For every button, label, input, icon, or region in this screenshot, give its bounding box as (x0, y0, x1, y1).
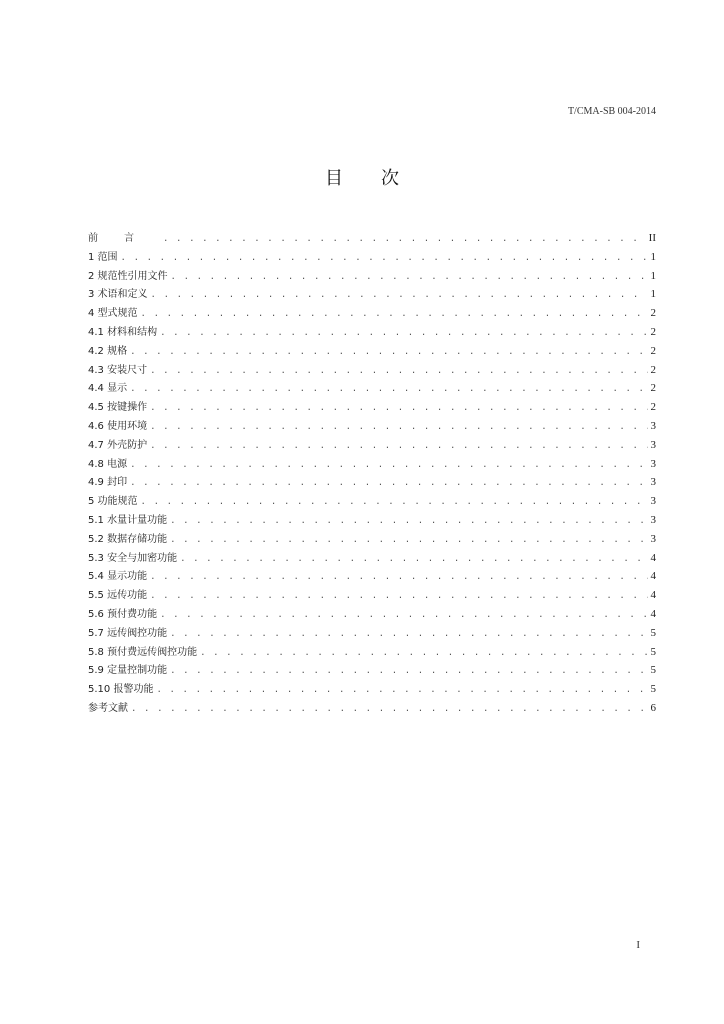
toc-entry-5-4[interactable] (88, 567, 656, 586)
toc-entry-5-8[interactable] (88, 643, 656, 662)
toc-leader-dots (180, 550, 647, 569)
toc-entry-4-1[interactable] (88, 323, 656, 342)
toc-entry-references[interactable] (88, 699, 656, 718)
toc-entry-label: 5.7 远传阀控功能 (88, 627, 168, 639)
page-number: I (636, 939, 640, 951)
toc-entry-label: 5.10 报警功能 (88, 684, 154, 696)
title-char-2: 次 (381, 168, 399, 189)
toc-entry-4-6[interactable] (88, 417, 656, 436)
toc-entry-label: 4.4 显示 (88, 383, 128, 395)
toc-entry-page: 5 (650, 645, 656, 658)
toc-leader-dots (151, 286, 648, 305)
toc-entry-label: 4.5 按键操作 (88, 402, 148, 414)
toc-leader-dots (171, 268, 648, 287)
toc-entry-label: 5.9 定量控制功能 (88, 665, 168, 677)
toc-entry-1[interactable] (88, 248, 656, 267)
toc-entry-label: 4.3 安装尺寸 (88, 364, 148, 376)
toc-entry-page: 2 (650, 401, 656, 414)
toc-entry-page: 2 (650, 344, 656, 357)
toc-entry-page: 5 (650, 626, 656, 639)
toc-entry-page: 3 (650, 438, 656, 451)
toc-leader-dots (156, 681, 647, 700)
toc-entry-label: 5.8 预付费远传阀控功能 (88, 646, 198, 658)
toc-leader-dots (141, 305, 648, 324)
toc-entry-label: 4.6 使用环境 (88, 420, 148, 432)
document-code: T/CMA-SB 004-2014 (567, 106, 656, 117)
toc-entry-page: 2 (650, 363, 656, 376)
toc-entry-5-1[interactable] (88, 511, 656, 530)
toc-entry-5-9[interactable] (88, 661, 656, 680)
toc-entry-label: 5.1 水量计量功能 (88, 514, 168, 526)
toc-entry-label: 5.6 预付费功能 (88, 608, 158, 620)
toc-entry-page: 4 (650, 589, 656, 602)
toc-entry-page: 2 (650, 382, 656, 395)
toc-entry-4-9[interactable] (88, 473, 656, 492)
toc-leader-dots (121, 249, 648, 268)
toc-entry-page: 3 (650, 532, 656, 545)
toc-entry-label: 4.7 外壳防护 (88, 439, 148, 451)
toc-entry-4-7[interactable] (88, 436, 656, 455)
toc-entry-label: 5.3 安全与加密功能 (88, 552, 178, 564)
toc-leader-dots (150, 568, 647, 587)
toc-entry-2[interactable] (88, 267, 656, 286)
toc-leader-dots (170, 531, 647, 550)
toc-leader-dots (200, 644, 647, 663)
toc-entry-page: 5 (650, 683, 656, 696)
toc-leader-dots (170, 625, 647, 644)
toc-entry-label: 4.2 规格 (88, 345, 128, 357)
toc-entry-5-7[interactable] (88, 624, 656, 643)
toc-entry-label: 4.9 封印 (88, 477, 128, 489)
table-of-contents (88, 229, 656, 718)
toc-entry-5-2[interactable] (88, 530, 656, 549)
toc-entry-4-4[interactable] (88, 379, 656, 398)
toc-leader-dots (150, 362, 647, 381)
toc-leader-dots (131, 700, 648, 719)
toc-entry-page: 1 (650, 250, 656, 263)
toc-entry-page: 4 (650, 551, 656, 564)
toc-leader-dots (150, 399, 647, 418)
toc-leader-dots (130, 474, 647, 493)
toc-entry-label: 5.4 显示功能 (88, 571, 148, 583)
toc-entry-4-8[interactable] (88, 455, 656, 474)
toc-entry-label: 5.5 远传功能 (88, 590, 148, 602)
toc-entry-page: 3 (650, 457, 656, 470)
toc-entry-page: 3 (650, 495, 656, 508)
toc-leader-dots (150, 418, 647, 437)
toc-leader-dots (130, 343, 647, 362)
toc-entry-page: 3 (650, 513, 656, 526)
toc-leader-dots (163, 230, 646, 249)
toc-entry-4-2[interactable] (88, 342, 656, 361)
toc-entry-5-6[interactable] (88, 605, 656, 624)
toc-entry-foreword[interactable] (88, 229, 656, 248)
toc-entry-label: 2 规范性引用文件 (88, 270, 168, 282)
toc-leader-dots (130, 380, 647, 399)
toc-leader-dots (150, 437, 647, 456)
page-title (0, 164, 724, 190)
toc-entry-4-3[interactable] (88, 361, 656, 380)
toc-leader-dots (170, 662, 647, 681)
toc-entry-page: 2 (650, 307, 656, 320)
toc-entry-page: 5 (650, 664, 656, 677)
toc-entry-page: 4 (650, 570, 656, 583)
toc-entry-5-5[interactable] (88, 586, 656, 605)
toc-entry-page: 1 (650, 269, 656, 282)
toc-entry-page: 3 (650, 419, 656, 432)
title-char-1: 目 (325, 168, 343, 189)
toc-leader-dots (160, 606, 647, 625)
toc-leader-dots (141, 493, 648, 512)
toc-entry-4-5[interactable] (88, 398, 656, 417)
toc-entry-label: 4 型式规范 (88, 308, 138, 320)
toc-entry-page: 2 (650, 325, 656, 338)
toc-entry-label: 参考文献 (88, 702, 128, 714)
toc-leader-dots (160, 324, 647, 343)
toc-entry-label: 5 功能规范 (88, 496, 138, 508)
toc-leader-dots (130, 456, 647, 475)
toc-entry-label: 前言 (88, 233, 160, 244)
toc-leader-dots (170, 512, 647, 531)
toc-entry-5-10[interactable] (88, 680, 656, 699)
toc-entry-label: 1 范围 (88, 251, 118, 263)
toc-entry-3[interactable] (88, 285, 656, 304)
toc-entry-5[interactable] (88, 492, 656, 511)
toc-entry-page: 3 (650, 476, 656, 489)
toc-entry-label: 4.8 电源 (88, 458, 128, 470)
toc-entry-page: II (648, 232, 656, 244)
toc-entry-5-3[interactable] (88, 549, 656, 568)
toc-leader-dots (150, 587, 647, 606)
toc-entry-label: 5.2 数据存储功能 (88, 533, 168, 545)
toc-entry-page: 4 (650, 607, 656, 620)
toc-entry-page: 6 (650, 701, 656, 714)
toc-entry-page: 1 (650, 288, 656, 301)
toc-entry-label: 3 术语和定义 (88, 289, 148, 301)
toc-entry-4[interactable] (88, 304, 656, 323)
toc-entry-label: 4.1 材料和结构 (88, 326, 158, 338)
